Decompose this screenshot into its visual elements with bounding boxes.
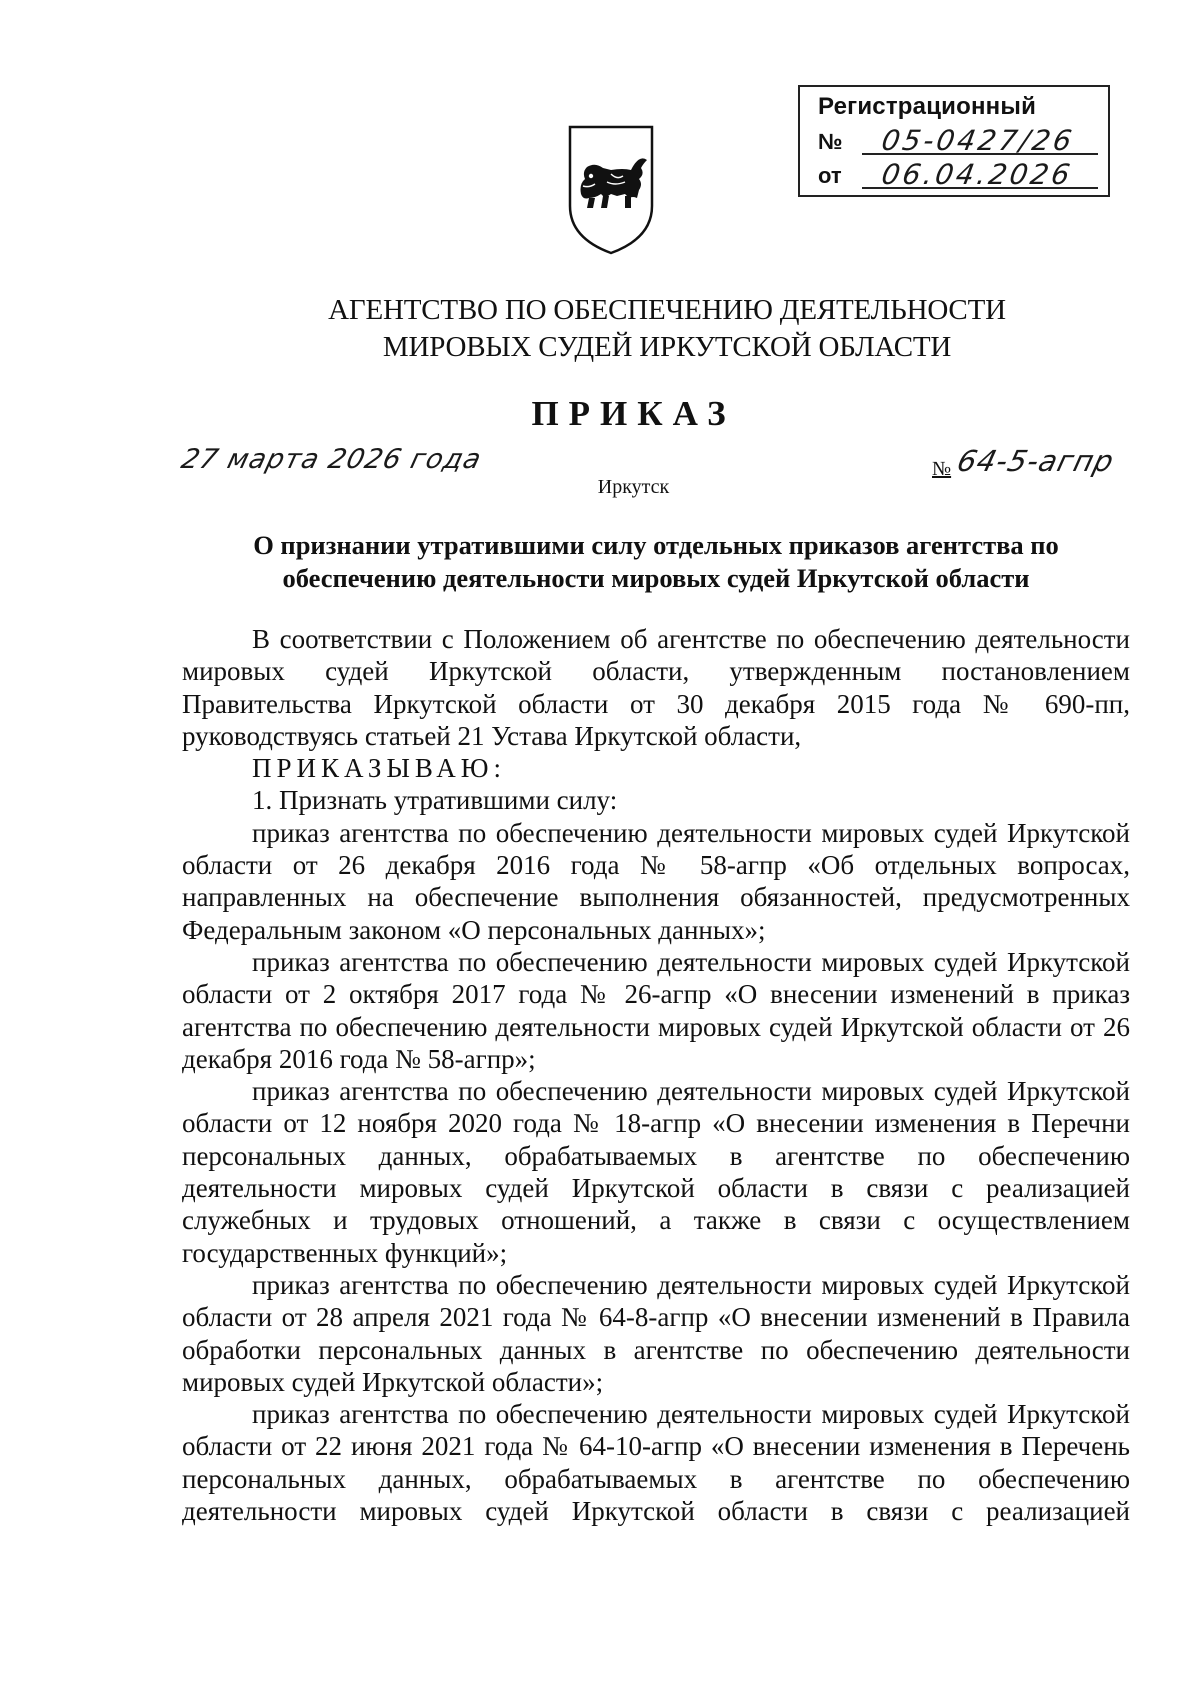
order-body [182, 623, 1130, 1527]
stamp-date-value: 06.04.2026 [879, 158, 1076, 191]
handwritten-date: 27 марта 2026 года [178, 444, 485, 475]
order-subject [182, 529, 1130, 595]
order-number-sign: № [932, 458, 952, 480]
agency-heading [200, 292, 1134, 366]
stamp-title: Регистрационный [818, 93, 1037, 120]
subject-line-1: О признании утратившими силу отдельных приказов агентства по [253, 530, 1059, 560]
stamp-date-label: от [818, 163, 842, 188]
registration-stamp [798, 85, 1110, 197]
repealed-order-4: приказ агентства по обеспечению деятельности мировых судей Иркутской области от 28 апреля 2021 года № 64-8-агпр «О внесении изменений в Правила обработки персональных данных в агентстве по обеспечению деятельности мировых судей Иркутской области»; [182, 1269, 1130, 1397]
item-1-intro: 1. Признать утратившими силу: [252, 785, 618, 816]
handwritten-order-number: 64-5-агпр [953, 444, 1118, 478]
stamp-number-label: № [818, 129, 843, 154]
city-name: Иркутск [597, 476, 670, 498]
subject-line-2: обеспечению деятельности мировых судей Иркутской области [282, 563, 1030, 593]
command-word: ПРИКАЗЫВАЮ: [252, 753, 506, 784]
stamp-number-value: 05-0427/26 [879, 124, 1077, 157]
agency-line-2: МИРОВЫХ СУДЕЙ ИРКУТСКОЙ ОБЛАСТИ [382, 331, 952, 363]
repealed-order-2: приказ агентства по обеспечению деятельности мировых судей Иркутской области от 2 октября 2017 года № 26-агпр «О внесении изменений в приказ агентства по обеспечению деятельности мировых судей Иркутской области от 26 декабря 2016 года № 58-агпр»; [182, 946, 1130, 1074]
preamble-paragraph: В соответствии с Положением об агентстве по обеспечению деятельности мировых судей Иркутской области, утвержденным постановлением Правительства Иркутской области от 30 декабря 2015 года № 690-пп, руководствуясь статьей 21 Устава Иркутской области, [182, 624, 1130, 751]
stamp-date-row [818, 157, 1098, 191]
document-type-title: ПРИКАЗ [531, 394, 736, 433]
repealed-order-3: приказ агентства по обеспечению деятельности мировых судей Иркутской области от 12 ноября 2020 года № 18-агпр «О внесении изменения в Перечни персональных данных, обрабатываемых в агентстве по обеспечению деятельности мировых судей Иркутской области в связи с реализацией служебных и трудовых отношений, а также в связи с осуществлением государственных функций»; [182, 1076, 1130, 1268]
repealed-order-1: приказ агентства по обеспечению деятельности мировых судей Иркутской области от 26 декабря 2016 года № 58-агпр «Об отдельных вопросах, направленных на обеспечение выполнения обязанностей, предусмотренных Федеральным законом «О персональных данных»; [182, 817, 1130, 945]
coat-of-arms-emblem [567, 124, 655, 256]
agency-line-1: АГЕНТСТВО ПО ОБЕСПЕЧЕНИЮ ДЕЯТЕЛЬНОСТИ [328, 294, 1006, 326]
repealed-order-5: приказ агентства по обеспечению деятельности мировых судей Иркутской области от 22 июня 2021 года № 64-10-агпр «О внесении изменения в Перечень персональных данных, обрабатываемых в агентстве по обеспечению деятельности мировых судей Иркутской области в связи с реализацией [182, 1399, 1130, 1527]
stamp-number-row [818, 123, 1098, 157]
